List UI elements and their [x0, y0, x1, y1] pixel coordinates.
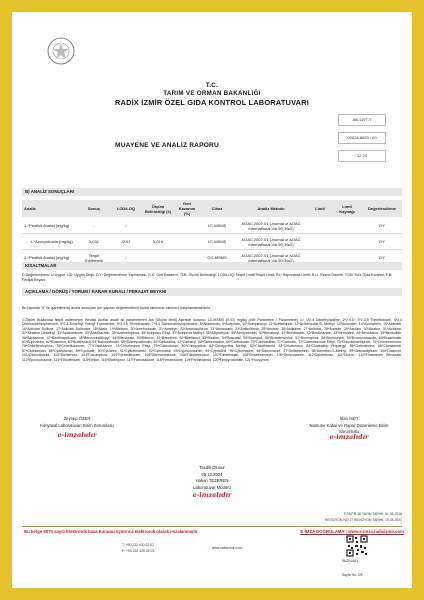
signer-left-title: Kimyasal Laboratuvarı Birim Sorumlusu	[40, 423, 114, 429]
col-limit-kaynagi: Limit Kaynağı	[332, 200, 362, 218]
footer-divider	[22, 526, 402, 527]
table-row: 2-*Pestisit Analizi (mg/kg) Tespit Edilemedi / GC-MSMS AOAC 2007.01 (Journal of AOAC International Vol.90, No2) DY	[22, 250, 402, 266]
col-sonuc: Sonuç	[78, 200, 110, 218]
footer-fax: F: +90 232 435 02 03	[122, 549, 155, 553]
signature-left	[32, 416, 122, 438]
results-header-row	[22, 200, 402, 218]
col-degerlendirme: Değerlendirme	[362, 200, 402, 218]
footer-phone: T: +90 232 400 02 02	[122, 543, 154, 547]
signer-left-name: Zeynep ÖZER	[63, 416, 91, 421]
e-signature-law-notice: Bu belge 5070 sayılı Elektronik İmza Kanunu uyarınca elektronik olarak imzalanmıştır.	[24, 529, 199, 534]
signer-right-esign: e-imzalıdır	[329, 433, 369, 442]
approval-label: Tasdik Olunur	[199, 465, 225, 470]
col-limit: Limit	[308, 200, 332, 218]
form-publish-info: F.03.PR.18 YAYIN TARİHİ: 01.06.2016	[344, 512, 402, 516]
note-line: Bu raporda "#" ile işaretlenmiş analiz sonuçları için yapılan değerlendirme kalınlı tanımının tanımını karşılamamaktadır.	[22, 306, 211, 310]
pesticide-parameter-list: 1-Ölçüm Bulanında tespit edilemeyen Pestisit Analizi analit ait parametreleri Adı [Ölçüm limiti] Aşırelde durumu: LC-MSMS (0,01) mg/kg (499 Parametre / Parametere) => 1*2,4 Dimethylaniline, 2*2,4-D, 3*2,3,5 Trimethacarb, 4*2,4 Dichlorobenzophenone, 5*2,4-Dimethyl Phenyl Formamide, 6*3,4,5 Trimethacarb, 7*4,4 Dichlorobenzophenone, 8*Abamectin, 9*Acephate, 10*Acequinocyl, 11*Acetamiprid, 12*Acibenzolar-S- Methyl, 13*Aclonifen, 14*Acrinathrin, 15*Aldicarb, 16*Aldicarb Sulfone, 17*Aldicarb Sulfoxide, 18*Aldrin, 19*Allethrin, 20*Ametoctradin, 21*Ametryn, 22*Amidosulfuron, 23*Aminocarb, 24*Amisulbrom, 25*Amitraz, 26*Anilazine, 27*Anilofos, 28*Aramite, 29*Asulam, 30*Atraton, 31*Atrazine, 32*Atrazine Desethyl, 33*Azaconazole, 34*Azadirachtin, 35*Azamethiphos, 36*Azinphos Ethyl, 37*Azinphos Methyl, 38*Aziprotryne, 39*Azoxystrobin, 40*Benalaxyl, 41*Bendiocarb, 42*Benfuracarb, 43*Benodanil, 44*Benoxacor, 45*Bensulide, 46*Bentazone, 47*Benthiavalicarb, 48*Benzovindiflupyr, 49*Bifenazate, 50*Bifenox, 51*Bifenthrin, 52*Bitertanol, 53*Bixafen, 54*Boscalid, 55*Bromacil, 56*Bromfenvinfos, 57*Bromophos, 58*Bromoxynil, 59*Bromuconazole, 60*Bupirimate, 61*Buprofezin, 62*Butachlor, 63*Butafenacil, 64*Butocarboxim, 65*Butoxycarboxim, 66*Cadusafos, 67*Carbaryl, 68*Carbendazim, 69*Carbofuran, 70*Carbosulfan, 71*Carboxin, 72*Carfentrazone Ethyl, 73*Chlorantraniliprole, 74*Chlorbromuron, 75*Chlorfenvinphos, 76*Chlorfluazuron, 77*Chloridazon, 78*Chlorimuron Ethyl, 79*Chloroxuron, 80*Chlorpyrifos, 81*Chlorpyrifos Methyl, 82*Chlorthiamid, 83*Chlortoluron, 84*Clodinafop Propargyl, 85*Clofentezine, 86*Clomazone, 87*Clothianidin, 88*Cyazofamid, 89*Cycloate, 90*Cycluron, 91*Cyflufenamid, 92*Cymoxanil, 93*Cyproconazole, 94*Cyprodinil, 95*Cyromazine, 96*Daminozide, 97*Deltamethrin, 98*Demeton-S-Methyl, 99*Desmedipham, 100*Diazinon, 101*Dichlofluanid, 102*Dichlorvos, 103*Dicrotophos, 104*Diethofencarb, 105*Difenoconazole, 106*Diflubenzuron, 107*Dimethoate, 108*Dimethomorph, 109*Diniconazole, 110*Dinotefuran, 111*Diuron, 112*Emamectin Benzoate, 113*Epoxiconazole, 114*Ethiofencarb, 115*Ethion, 116*Etofenprox, 117*Famoxadone, 118*Fenamidone, 119*Fenhexamid, 120*Fenpyroximate, 121*Fluopyram	[22, 318, 402, 362]
signature-center	[162, 465, 262, 498]
approval-date: 05.12.2024	[201, 472, 223, 478]
report-number: 02024-8653 / 00	[338, 132, 386, 144]
col-cihaz: Cihaz	[200, 200, 234, 218]
col-geri-kazanim: Geri Kazanım (%)	[174, 200, 200, 218]
approver-esign: e-imzalıdır	[192, 490, 232, 499]
form-revision-info: REVİZYON NO:17 REVİZYON TARİHİ: 19.04.2024	[325, 518, 402, 522]
page-number: Sayfa No: 2/5	[342, 573, 363, 577]
e-signature-verify-link[interactable]: E-İMZA DOĞRULAMA : www.e-imza.radixizmir.com	[300, 529, 404, 534]
col-lod-loq: LOD/LOQ	[110, 200, 142, 218]
approver-title: Laboratuvar Müdürü	[193, 485, 231, 491]
report-month: 12.24	[338, 150, 386, 162]
report-title: MUAYENE VE ANALİZ RAPORU	[115, 142, 219, 149]
results-table	[22, 200, 402, 266]
header-ministry: TARIM VE ORMAN BAKANLIĞI	[163, 90, 261, 97]
table-row: 1-*Azoxystrobin (mg/kg) 0,031 /0,01 0,016 LC-MSMS AOAC 2007.01 (Journal of AOAC International Vol.90, No2) DY	[22, 234, 402, 250]
col-analiz: Analiz	[22, 200, 78, 218]
col-analiz-metodu: Analiz Metodu	[234, 200, 308, 218]
accreditation-code: AB-1197-T	[338, 114, 386, 126]
col-olcum-belirsizligi: Ölçüm Belirsizliği (±)	[142, 200, 174, 218]
abbreviations-text: D:Değerlendirme, U:Uygun, UD: Uygun Değil, D.Y: Değerlendirme Yapılamadı, G.K: Geri Kazanım, Ö.B: Ölçüm Belirsizliği, LOD/LOQ: Tespit Limiti/Tespit Limiti, RL: Raporlama Limiti, R.G: Resmi Gazete, TGK: Türk Gıda Kodeksi, F.B: Ferajat Beyanı	[22, 273, 393, 282]
abbreviations-title: KISALTMALAR	[22, 262, 402, 270]
report-page	[12, 12, 412, 588]
section-b-title: B) ANALİZ SONUÇLARI	[22, 188, 402, 196]
qr-code-icon	[346, 535, 368, 557]
header-lab-name: RADİX İZMİR ÖZEL GIDA KONTROL LABORATUVARI	[115, 98, 309, 107]
comment-title: AÇIKLAMA / GÖRÜŞ / YORUM / KARAR KURALI / FERAJAT BEYANI	[22, 288, 402, 296]
ministry-emblem-icon	[46, 36, 76, 66]
document-code: 9A2F44A1	[342, 559, 359, 563]
signer-right-name: İrfan İSET	[339, 416, 359, 421]
table-row: 1-*Pestisit Analizi (mg/kg) - / LC-MSMS AOAC 2007.01 (Journal of AOAC International Vol.90, No2) DY	[22, 218, 402, 234]
signer-right-title: Numune Kabul ve Rapor Düzenleme Birim Sorumlusu	[309, 423, 389, 434]
approver-name: Hakan TEZEREN	[195, 477, 229, 483]
signer-left-esign: e-imzalıdır	[57, 430, 97, 439]
header-tc: T.C.	[205, 82, 219, 89]
footer-website[interactable]: www.radixizmir.com	[212, 546, 242, 550]
signature-right	[304, 416, 394, 441]
